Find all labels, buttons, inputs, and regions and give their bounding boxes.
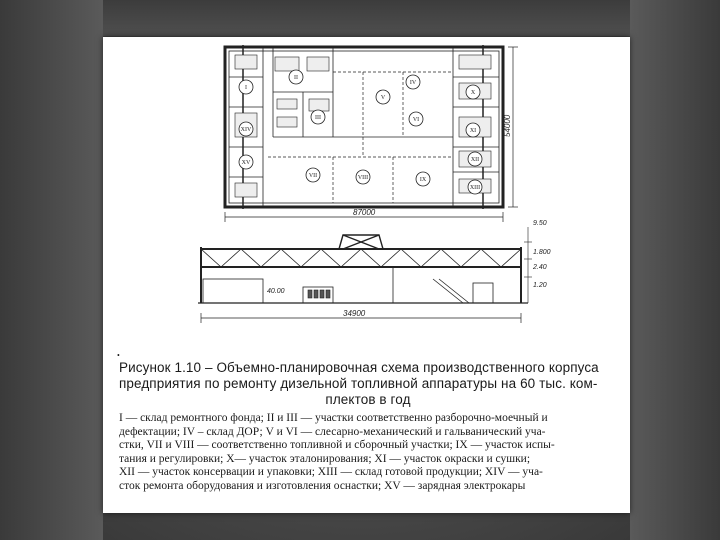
- room-label: IV: [409, 80, 417, 86]
- section-width-dimension: 34900: [343, 309, 366, 318]
- room-label: II: [294, 75, 298, 81]
- room-label: VII: [308, 173, 318, 179]
- background-frame-right: [630, 0, 720, 540]
- section-dim-label: 1.800: [533, 249, 551, 256]
- legend-line: стки, VII и VIII — соответственно топливной и сборочный участки; IX — участок испы-: [119, 439, 555, 451]
- room-label: XV: [241, 160, 251, 166]
- legend-line: сток ремонта оборудования и изготовления оснастки; XV — зарядная электрокары: [119, 479, 526, 492]
- room-label: XIII: [469, 185, 481, 191]
- figure-title-line: плектов в год: [325, 392, 411, 407]
- figure-title-line: Рисунок 1.10 – Объемно-планировочная схема производственного корпуса: [119, 360, 599, 375]
- room-label: I: [245, 85, 247, 91]
- section-dim-label: 1.20: [533, 282, 547, 289]
- slide: [103, 37, 630, 513]
- floor-plan: [225, 45, 518, 222]
- section-level-mark: 40.00: [267, 288, 285, 295]
- legend-line: тания и регулировки; X— участок эталонирования; XI — участок окраски и сушки;: [119, 452, 531, 465]
- room-label: XIV: [240, 127, 252, 133]
- technical-drawing: [103, 37, 630, 352]
- room-label: IX: [419, 177, 427, 183]
- room-label: VIII: [357, 175, 369, 181]
- background-frame-left: [0, 0, 103, 540]
- plan-width-dimension: 87000: [353, 208, 376, 217]
- legend-line: дефектации; IV – склад ДОР; V и VI — слесарно-механический и гальванический уча-: [119, 425, 546, 438]
- legend-line: I — склад ремонтного фонда; II и III — участки соответственно разборочно-моечный и: [119, 412, 548, 424]
- section-dim-label: 2.40: [533, 264, 547, 271]
- section-dim-label: 9.50: [533, 220, 547, 227]
- room-label: VI: [412, 117, 420, 123]
- bullet-dot: •: [117, 351, 120, 360]
- plan-height-dimension: 54000: [503, 114, 512, 137]
- figure-title: [119, 360, 617, 408]
- room-label: V: [380, 95, 386, 101]
- figure-title-line: предприятия по ремонту дизельной топливной аппаратуры на 60 тыс. ком-: [119, 376, 598, 391]
- legend-line: XII — участок консервации и упаковки; XIII — склад готовой продукции; XIV — уча-: [119, 466, 543, 478]
- room-label: X: [470, 90, 476, 96]
- cross-section: [198, 220, 551, 323]
- room-label: XII: [470, 157, 480, 163]
- figure-caption: [119, 352, 617, 493]
- room-label: XI: [469, 128, 477, 134]
- background-frame-top: [0, 0, 720, 36]
- figure-legend: [119, 412, 617, 493]
- room-label: III: [315, 115, 321, 121]
